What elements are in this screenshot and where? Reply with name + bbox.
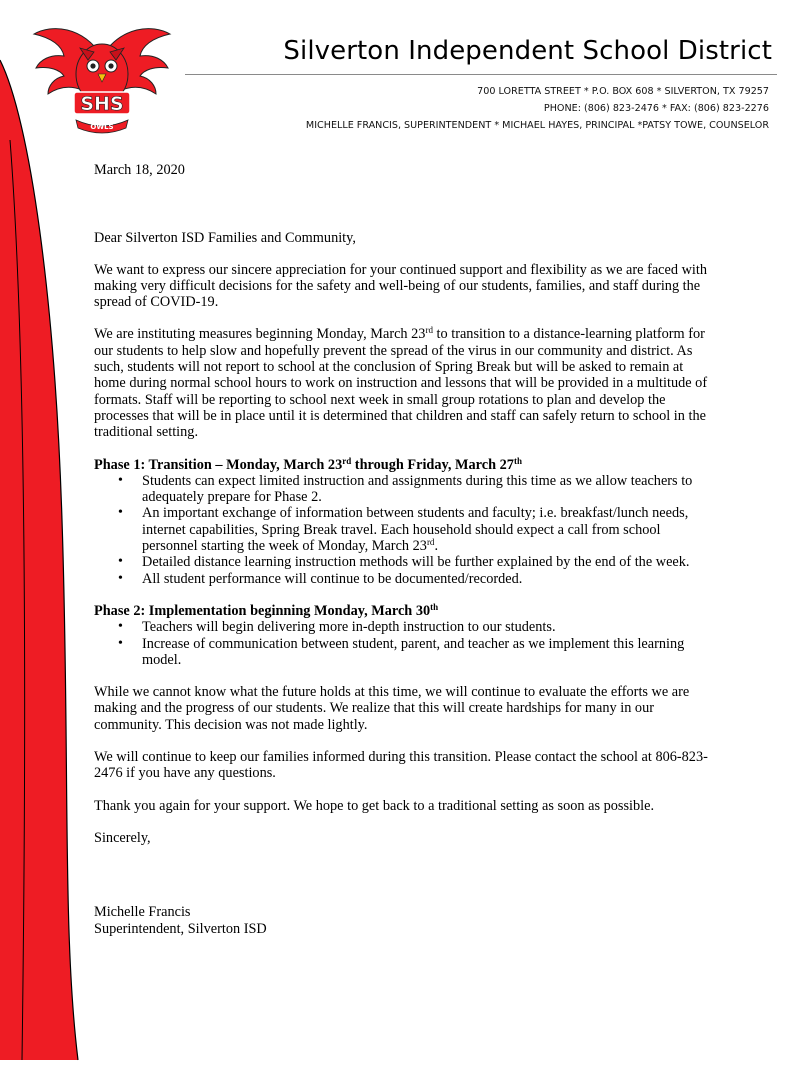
letter-date: March 18, 2020	[94, 162, 185, 178]
list-item: • Detailed distance learning instruction methods will be further explained by the end of the week.	[142, 554, 712, 570]
list-item: • Students can expect limited instruction and assignments during this time as we allow teachers to adequately prepare for Phase 2.	[142, 473, 712, 506]
letter-greeting: Dear Silverton ISD Families and Community,	[94, 230, 356, 247]
logo-letters: SHS	[80, 93, 124, 115]
staff-line: MICHELLE FRANCIS, SUPERINTENDENT * MICHAEL HAYES, PRINCIPAL *PATSY TOWE, COUNSELOR	[305, 120, 769, 131]
phase2-list	[94, 619, 712, 668]
phase2-heading	[94, 603, 712, 619]
letter-closing: Sincerely,	[94, 829, 151, 846]
phase2-heading-text: Phase 2: Implementation beginning Monday, March 30	[94, 602, 431, 619]
paragraph-thanks: Thank you again for your support. We hope to get back to a traditional setting as soon as possible.	[94, 797, 655, 814]
paragraph-measures	[94, 326, 712, 440]
signer-name: Michelle Francis	[94, 904, 191, 921]
list-item: • All student performance will continue to be documented/recorded.	[142, 571, 712, 587]
phone-fax-line: PHONE: (806) 823-2476 * FAX: (806) 823-2276	[543, 103, 769, 114]
header-divider	[185, 74, 777, 75]
phase1-heading-text-b: through Friday, March 27	[351, 456, 514, 473]
phase1-heading-text-a: Phase 1: Transition – Monday, March 23	[94, 456, 343, 473]
address-line: 700 LORETTA STREET * P.O. BOX 608 * SILVERTON, TX 79257	[477, 86, 769, 97]
phase1-list	[94, 473, 712, 587]
superscript: th	[513, 455, 522, 466]
paragraph-appreciation: We want to express our sincere appreciation for your continued support and flexibility as we are faced with making very difficult decisions for the safety and well-being of our students, families, and staff during the spread of COVID-19.	[94, 261, 708, 311]
list-item	[142, 505, 712, 554]
paragraph-future: While we cannot know what the future holds at this time, we will continue to evaluate the efforts we are making and the progress of our students. We realize that this will create hardships for many in our community. This decision was not made lightly.	[94, 684, 690, 733]
letter-body	[94, 162, 712, 937]
list-item-text-a: An important exchange of information between students and faculty; i.e. breakfast/lunch needs, internet capabilities, Spring Break travel. Each household should expect a call from school personnel starting the week of Monday, March 23	[142, 505, 689, 555]
district-title: Silverton Independent School District	[283, 36, 772, 66]
superscript: th	[430, 601, 439, 612]
paragraph-measures-text-a: We are instituting measures beginning Monday, March 23	[94, 326, 426, 343]
superscript: rd	[425, 325, 433, 336]
logo-banner-text: OWLS	[90, 123, 114, 131]
phase1-heading	[94, 457, 712, 473]
list-item: • Increase of communication between student, parent, and teacher as we implement this learning model.	[142, 636, 712, 669]
shs-owl-logo	[32, 16, 172, 136]
list-item-text-b: .	[434, 538, 439, 555]
superscript: rd	[426, 537, 435, 548]
signer-title: Superintendent, Silverton ISD	[94, 920, 267, 937]
superscript: rd	[342, 455, 352, 466]
list-item: • Teachers will begin delivering more in-depth instruction to our students.	[142, 619, 712, 635]
paragraph-measures-text-b: to transition to a distance-learning platform for our students to help slow and hopefully prevent the spread of the virus in our community and district. As such, students will not report to school at the conclusion of Spring Break but will be asked to remain at home during normal school hours to work on instruction and lessons that will be provided in a multitude of formats. Staff will be reporting to school next week in small group rotations to plan and develop the processes that will be in place until it is determined that children and staff can safely return to school in the traditional setting.	[94, 326, 708, 441]
paragraph-contact: We will continue to keep our families informed during this transition. Please contact the school at 806-823-2476 if you have any questions.	[94, 749, 708, 782]
